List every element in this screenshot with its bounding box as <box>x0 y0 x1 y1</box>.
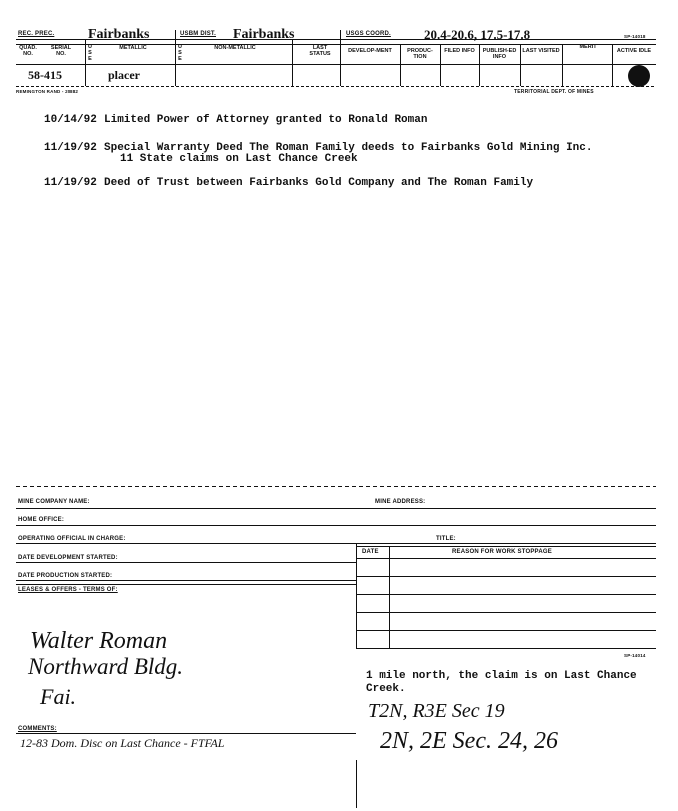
mine-company-name-label: MINE COMPANY NAME: <box>18 499 90 505</box>
rule <box>357 576 656 577</box>
development-label: DEVELOP-MENT <box>348 48 392 54</box>
published-info-label: PUBLISH-ED INFO <box>482 48 517 60</box>
rule <box>520 44 521 86</box>
nonmetallic-label: NON-METALLIC <box>214 45 256 51</box>
rule <box>175 30 176 86</box>
rule <box>16 584 356 585</box>
rule <box>440 44 441 86</box>
form-code-2: SP-14014 <box>624 653 646 658</box>
printer-code: 882 <box>70 89 79 94</box>
handwritten-owner-city: Fai. <box>40 684 77 709</box>
rule <box>16 543 656 544</box>
handwritten-location-1: T2N, R3E Sec 19 <box>368 700 505 722</box>
title-label: TITLE: <box>436 536 456 542</box>
rule <box>292 39 293 86</box>
rule <box>357 648 656 649</box>
rec-prec-value: Fairbanks <box>88 27 150 42</box>
rule <box>16 580 356 581</box>
handwritten-comment: 12-83 Dom. Disc on Last Chance - FTFAL <box>20 736 225 750</box>
location-text: 1 mile north, the claim is on Last Chance Creek. <box>366 670 637 695</box>
handwritten-location-2: 2N, 2E Sec. 24, 26 <box>380 728 558 754</box>
use-letters-nonmetallic: U S E <box>178 44 182 62</box>
handwritten-owner-building: Northward Bldg. <box>28 654 184 679</box>
rec-prec-label: REC. PREC. <box>18 31 55 37</box>
rule <box>389 546 390 648</box>
rule <box>85 39 86 86</box>
production-label: PRODUC-TION <box>407 48 433 60</box>
commodity-value: placer <box>108 68 140 82</box>
rule <box>16 508 656 509</box>
rule <box>357 558 656 559</box>
filed-info-label: FILED INFO <box>444 48 475 54</box>
mine-address-label: MINE ADDRESS: <box>375 499 426 505</box>
rule <box>340 30 341 86</box>
date-production-label: DATE PRODUCTION STARTED: <box>18 573 113 579</box>
entry-date: 10/14/92 <box>44 114 97 126</box>
entry-text: Special Warranty Deed The Roman Family deeds to Fairbanks Gold Mining Inc. <box>104 142 593 154</box>
printer-mark: REMINGTON RAND - 20 <box>16 89 71 94</box>
rule <box>357 630 656 631</box>
punch-hole-icon <box>628 65 650 87</box>
operating-official-label: OPERATING OFFICIAL IN CHARGE: <box>18 536 126 542</box>
active-idle-label: ACTIVE IDLE <box>616 48 652 54</box>
usbm-dist-value: Fairbanks <box>233 27 295 42</box>
leases-label: LEASES & OFFERS - TERMS OF: <box>18 587 118 593</box>
stoppage-date-label: DATE <box>362 549 379 555</box>
rule <box>357 594 656 595</box>
form-code: SP-14018 <box>624 34 646 39</box>
stoppage-reason-label: REASON FOR WORK STOPPAGE <box>452 549 552 555</box>
department-label: TERRITORIAL DEPT. OF MINES <box>514 89 594 95</box>
rule <box>357 546 656 547</box>
use-letters-metallic: U S E <box>88 44 92 62</box>
last-status-label: LAST STATUS <box>309 45 331 57</box>
entry-text: Limited Power of Attorney granted to Ronald Roman <box>104 114 428 126</box>
entry-text-continued: 11 State claims on Last Chance Creek <box>120 153 358 165</box>
entry-date: 11/19/92 <box>44 142 97 154</box>
rule <box>356 760 357 808</box>
rule <box>612 44 613 86</box>
rule <box>16 562 356 563</box>
rule <box>479 44 480 86</box>
rule <box>16 86 656 87</box>
serial-label: SERIAL NO. <box>50 45 72 57</box>
last-visited-label: LAST VISITED <box>522 48 560 54</box>
comments-label: COMMENTS: <box>18 726 57 732</box>
rule <box>16 486 656 487</box>
usbm-dist-label: USBM DIST. <box>180 31 217 37</box>
usgs-coord-value: 20.4-20.6, 17.5-17.8 <box>424 27 531 42</box>
entry-text: Deed of Trust between Fairbanks Gold Company and The Roman Family <box>104 177 534 189</box>
merit-label: MERIT <box>579 44 597 50</box>
rule <box>356 543 357 649</box>
entry-date: 11/19/92 <box>44 177 97 189</box>
metallic-label: METALLIC <box>119 45 147 51</box>
quad-label: QUAD. NO. <box>19 45 37 57</box>
usgs-coord-label: USGS COORD. <box>346 31 391 37</box>
rule <box>562 44 563 86</box>
rule <box>16 525 656 526</box>
handwritten-owner-name: Walter Roman <box>30 628 168 654</box>
rule <box>400 44 401 86</box>
rule <box>16 733 356 734</box>
date-development-label: DATE DEVELOPMENT STARTED: <box>18 555 118 561</box>
record-number: 58-415 <box>28 68 62 82</box>
rule <box>16 64 656 65</box>
home-office-label: HOME OFFICE: <box>18 517 65 523</box>
rule <box>357 612 656 613</box>
